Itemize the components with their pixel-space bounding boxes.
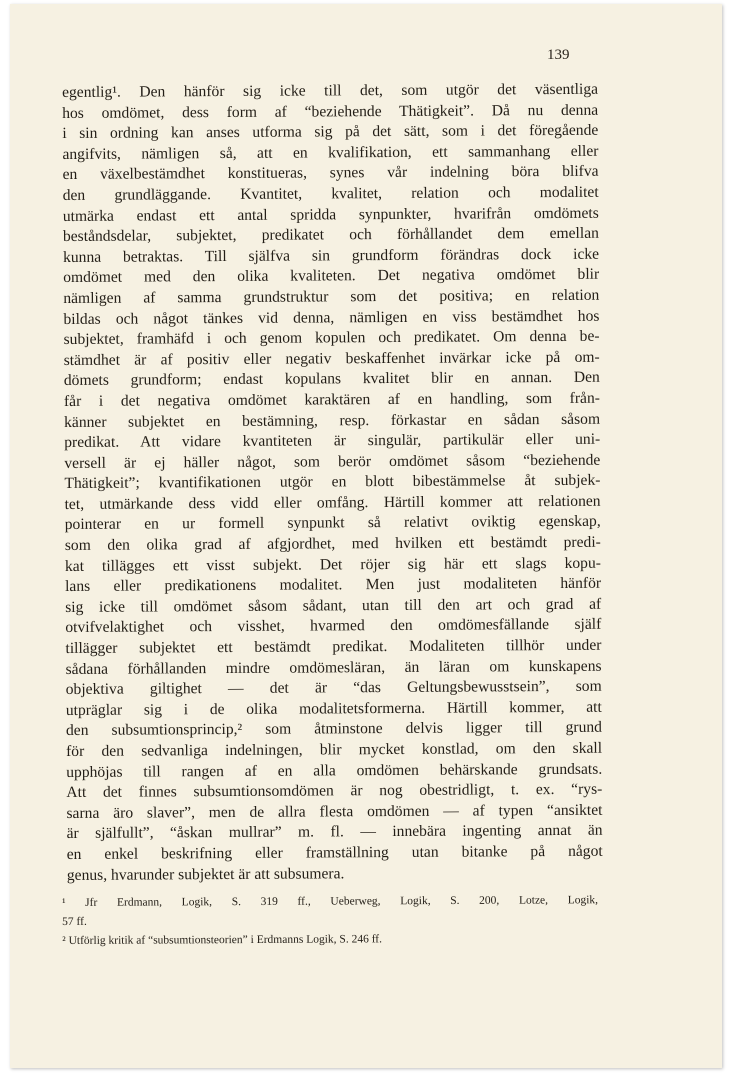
text-line: den grundläggande. Kvantitet, kvalitet, relation och modalitet <box>62 183 599 204</box>
footnote-1: ¹ Jfr Erdmann, Logik, S. 319 ff., Ueberweg, Logik, S. 200, Lotze, Logik, <box>62 894 599 909</box>
text-line: nämligen af samma grundstruktur som det positiva; en relation <box>63 286 600 307</box>
text-line: predikat. Att vidare kvantiteten är singulär, partikulär eller uni- <box>64 430 601 452</box>
text-line: egentlig¹. Den hänför sig icke till det, som utgör det väsentliga <box>62 80 599 101</box>
text-line: den subsumtionsprincip,² som åtminstone delvis ligger till grund <box>65 719 602 740</box>
text-line: utpräglar sig i de olika modalitetsformerna. Härtill kommer, att <box>65 698 602 719</box>
text-line: utmärka endast ett antal spridda synpunkter, hvarifrån omdömets <box>62 204 599 225</box>
text-line: Att det finnes subsumtionsomdömen är nog obestridligt, t. ex. “rys- <box>66 780 603 802</box>
text-line: en enkel beskrifning eller framställning utan bitanke på något <box>66 842 603 863</box>
text-line: angifvits, nämligen så, att en kvalifikation, ett sammanhang eller <box>62 142 599 163</box>
text-line: objektiva giltighet — det är “das Geltungsbewusstsein”, som <box>65 677 602 699</box>
text-line: i sin ordning kan anses utforma sig på det sätt, som i det föregående <box>62 121 599 143</box>
text-line: hos omdömet, dess form af “beziehende Thätigkeit”. Då nu denna <box>62 101 599 122</box>
text-line: bildas och något tänkes vid denna, nämligen en viss bestämdhet hos <box>63 307 600 328</box>
text-line: lans eller predikationens modalitet. Men just modaliteten hänför <box>65 574 602 596</box>
text-line: beståndsdelar, subjektet, predikatet och förhållandet dem emellan <box>62 224 599 246</box>
footnote-1-continued: 57 ff. <box>62 915 87 928</box>
text-line: för den sedvanliga indelningen, blir mycket konstlad, om den skall <box>66 739 603 760</box>
text-line: kunna betraktas. Till själfva sin grundform förändras dock icke <box>63 245 600 266</box>
text-line: subjektet, framhäfd i och genom kopulen och predikatet. Om denna be- <box>63 327 600 349</box>
text-line: sådana förhållanden mindre omdömesläran, än läran om kunskapens <box>65 657 602 678</box>
footnote-2: ² Utförlig kritik af “subsumtionsteorien” i Erdmanns Logik, S. 246 ff. <box>62 933 383 947</box>
text-line: sig icke till omdömet såsom sådant, utan till den art och grad af <box>65 595 602 616</box>
text-line: omdömet med den olika kvaliteten. Det negativa omdömet blir <box>63 266 600 287</box>
body-paragraph <box>62 80 603 886</box>
text-line: som den olika grad af afgjordhet, med hvilken ett bestämdt predi- <box>64 533 601 555</box>
text-line: sarna äro slaver”, men de allra flesta omdömen — af typen “ansiktet <box>66 801 603 822</box>
text-line: Thätigkeit”; kvantifikationen utgör en blott bibestämmelse åt subjek- <box>64 471 601 493</box>
text-line: otvifvelaktighet och visshet, hvarmed den omdömesfällande själf <box>65 616 602 637</box>
text-line: tet, utmärkande dess vidd eller omfång. Härtill kommer att relationen <box>64 492 601 513</box>
book-page <box>10 4 722 1068</box>
text-line: upphöjas till rangen af en alla omdömen behärskande grundsats. <box>66 760 603 781</box>
text-line: pointerar en ur formell synpunkt så relativt oviktig egenskap, <box>64 513 601 534</box>
text-line: får i det negativa omdömet karaktären af en handling, som från- <box>63 389 600 410</box>
text-line: en växelbestämdhet konstitueras, synes vår indelning böra blifva <box>62 163 599 184</box>
page-number: 139 <box>547 47 570 63</box>
text-line: kat tillägges ett visst subjekt. Det röjer sig här ett slags kopu- <box>64 554 601 575</box>
text-line: tillägger subjektet ett bestämdt predikat. Modaliteten tillhör under <box>65 636 602 658</box>
text-line: versell är ej häller något, som berör omdömet såsom “beziehende <box>64 451 601 472</box>
text-line: känner subjektet en bestämning, resp. förkastar en sådan såsom <box>64 410 601 431</box>
text-line: dömets grundform; endast kopulans kvalitet blir en annan. Den <box>63 369 600 390</box>
text-line: är själfullt”, “åskan mullrar” m. fl. — innebära ingenting annat än <box>66 822 603 843</box>
text-line: stämdhet är af positiv eller negativ beskaffenhet invärkar icke på om- <box>63 348 600 369</box>
footnotes <box>62 891 598 951</box>
text-line-last: genus, hvarunder subjektet är att subsumera. <box>66 864 345 884</box>
